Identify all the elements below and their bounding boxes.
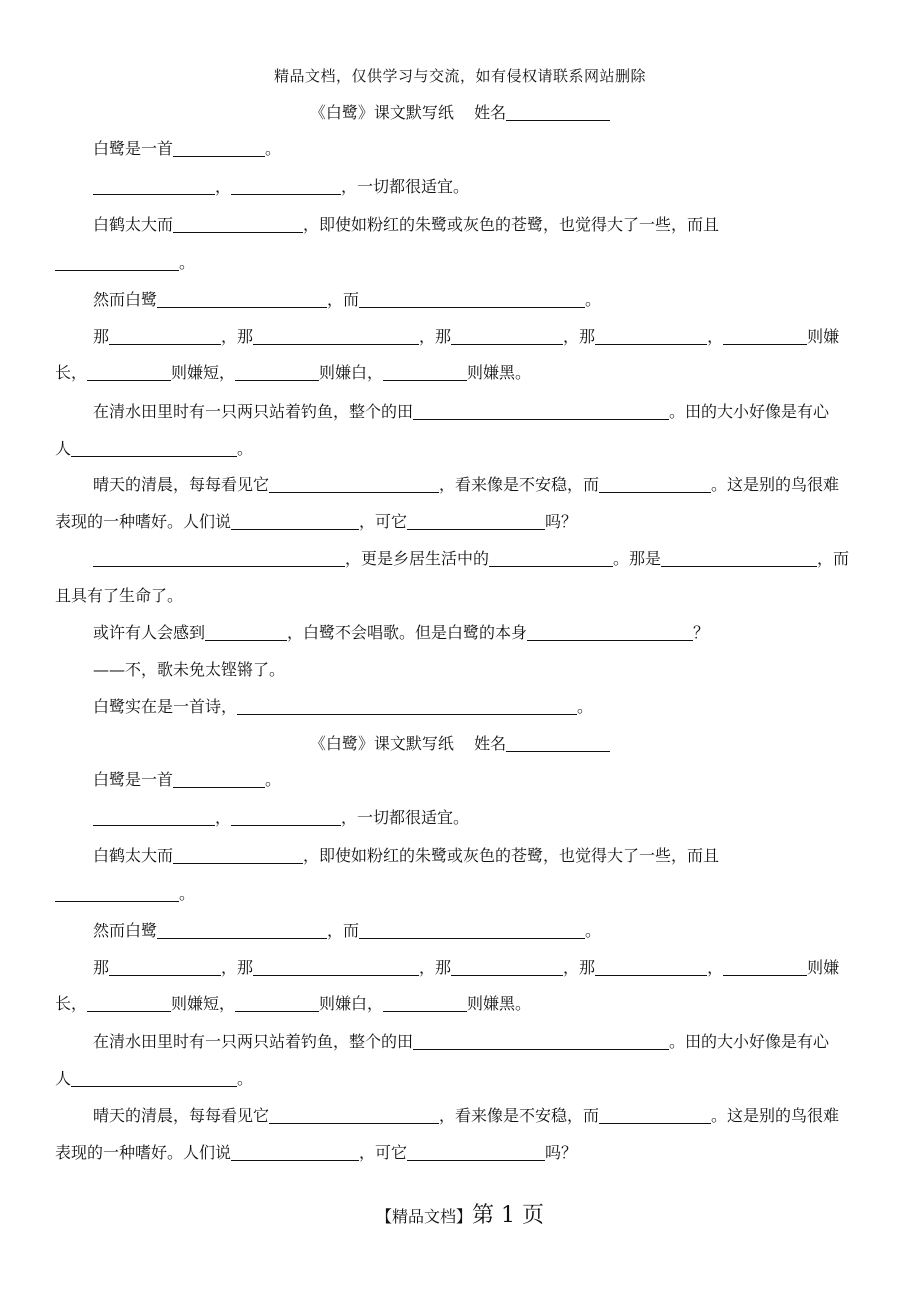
- blank[interactable]: [407, 1144, 545, 1161]
- blank[interactable]: [413, 1033, 669, 1050]
- blank[interactable]: [413, 403, 669, 420]
- blank[interactable]: [451, 328, 563, 345]
- blank[interactable]: [157, 291, 327, 308]
- line-14: 或许有人会感到 ，白鹭不会唱歌。但是白鹭的本身 ？: [93, 623, 710, 642]
- blank[interactable]: [269, 476, 439, 493]
- blank[interactable]: [93, 809, 215, 826]
- line-6: 那 ，那 ，那 ，那 ， 则嫌: [93, 327, 840, 346]
- line-8: 在清水田里时有一只两只站着钓鱼，整个的田 。田的大小好像是有心: [93, 402, 830, 421]
- worksheet-title: 《白鹭》课文默写纸 姓名: [0, 731, 920, 754]
- name-blank[interactable]: [506, 735, 610, 752]
- blank[interactable]: [109, 959, 221, 976]
- blank[interactable]: [55, 254, 179, 271]
- blank[interactable]: [87, 364, 171, 381]
- blank[interactable]: [205, 624, 287, 641]
- watermark-header: 精品文档，仅供学习与交流，如有侵权请联系网站删除: [273, 67, 646, 85]
- page-footer: [0, 1198, 920, 1229]
- blank[interactable]: [723, 959, 807, 976]
- line-15: ——不，歌未免太铿锵了。: [93, 660, 286, 679]
- line-13: 且具有了生命了。: [55, 586, 184, 605]
- blank[interactable]: [359, 291, 585, 308]
- line-7: 长， 则嫌短， 则嫌白， 则嫌黑。: [55, 994, 532, 1013]
- line-10: 晴天的清晨，每每看见它 ，看来像是不安稳，而 。这是别的鸟很难: [93, 1106, 840, 1125]
- blank[interactable]: [723, 328, 807, 345]
- blank[interactable]: [157, 922, 327, 939]
- blank[interactable]: [237, 698, 577, 715]
- line-7: 长， 则嫌短， 则嫌白， 则嫌黑。: [55, 363, 532, 382]
- line-4: 。: [55, 881, 867, 904]
- blank[interactable]: [173, 771, 265, 788]
- line-11: 表现的一种嗜好。人们说 ，可它 吗？: [55, 1143, 578, 1162]
- blank[interactable]: [173, 847, 303, 864]
- blank[interactable]: [599, 476, 711, 493]
- blank[interactable]: [173, 140, 265, 157]
- blank[interactable]: [231, 1144, 359, 1161]
- blank[interactable]: [599, 1107, 711, 1124]
- line-5: 然而白鹭 ，而 。: [93, 921, 602, 940]
- line-10: 晴天的清晨，每每看见它 ，看来像是不安稳，而 。这是别的鸟很难: [93, 475, 840, 494]
- line-3: 白鹤太大而 ，即使如粉红的朱鹭或灰色的苍鹭，也觉得大了一些，而且: [93, 846, 720, 865]
- blank[interactable]: [661, 550, 817, 567]
- blank[interactable]: [407, 513, 545, 530]
- line-3: 白鹤太大而 ，即使如粉红的朱鹭或灰色的苍鹭，也觉得大了一些，而且: [93, 215, 720, 234]
- line-9: 人 。: [55, 1069, 254, 1088]
- line-2: ， ，一切都很适宜。: [55, 805, 905, 828]
- blank[interactable]: [253, 959, 419, 976]
- page-number: 第 1 页: [472, 1203, 544, 1228]
- line-1: 白鹭是一首 。: [93, 770, 282, 789]
- line-12: ，更是乡居生活中的 。那是 ，而: [55, 546, 905, 569]
- blank[interactable]: [383, 364, 467, 381]
- line-1: 白鹭是一首 。: [93, 139, 282, 158]
- line-5: 然而白鹭 ，而 。: [93, 290, 602, 309]
- blank[interactable]: [359, 922, 585, 939]
- blank[interactable]: [269, 1107, 439, 1124]
- blank[interactable]: [87, 995, 171, 1012]
- blank[interactable]: [231, 178, 341, 195]
- line-6: 那 ，那 ，那 ，那 ， 则嫌: [93, 958, 840, 977]
- blank[interactable]: [71, 1070, 237, 1087]
- blank[interactable]: [489, 550, 613, 567]
- line-2: ， ，一切都很适宜。: [55, 174, 905, 197]
- blank[interactable]: [451, 959, 563, 976]
- blank[interactable]: [231, 809, 341, 826]
- blank[interactable]: [235, 995, 319, 1012]
- name-blank[interactable]: [506, 104, 610, 121]
- blank[interactable]: [93, 178, 215, 195]
- blank[interactable]: [93, 550, 345, 567]
- blank[interactable]: [527, 624, 693, 641]
- worksheet-title: 《白鹭》课文默写纸 姓名: [0, 100, 920, 123]
- footer-tag: 【精品文档】: [376, 1207, 473, 1226]
- blank[interactable]: [173, 216, 303, 233]
- line-16: 白鹭实在是一首诗， 。: [93, 697, 594, 716]
- line-8: 在清水田里时有一只两只站着钓鱼，整个的田 。田的大小好像是有心: [93, 1032, 830, 1051]
- blank[interactable]: [109, 328, 221, 345]
- blank[interactable]: [595, 959, 707, 976]
- blank[interactable]: [253, 328, 419, 345]
- blank[interactable]: [231, 513, 359, 530]
- blank[interactable]: [71, 440, 237, 457]
- blank[interactable]: [235, 364, 319, 381]
- line-11: 表现的一种嗜好。人们说 ，可它 吗？: [55, 512, 578, 531]
- line-9: 人 。: [55, 439, 254, 458]
- blank[interactable]: [383, 995, 467, 1012]
- blank[interactable]: [595, 328, 707, 345]
- blank[interactable]: [55, 885, 179, 902]
- line-4: 。: [55, 250, 867, 273]
